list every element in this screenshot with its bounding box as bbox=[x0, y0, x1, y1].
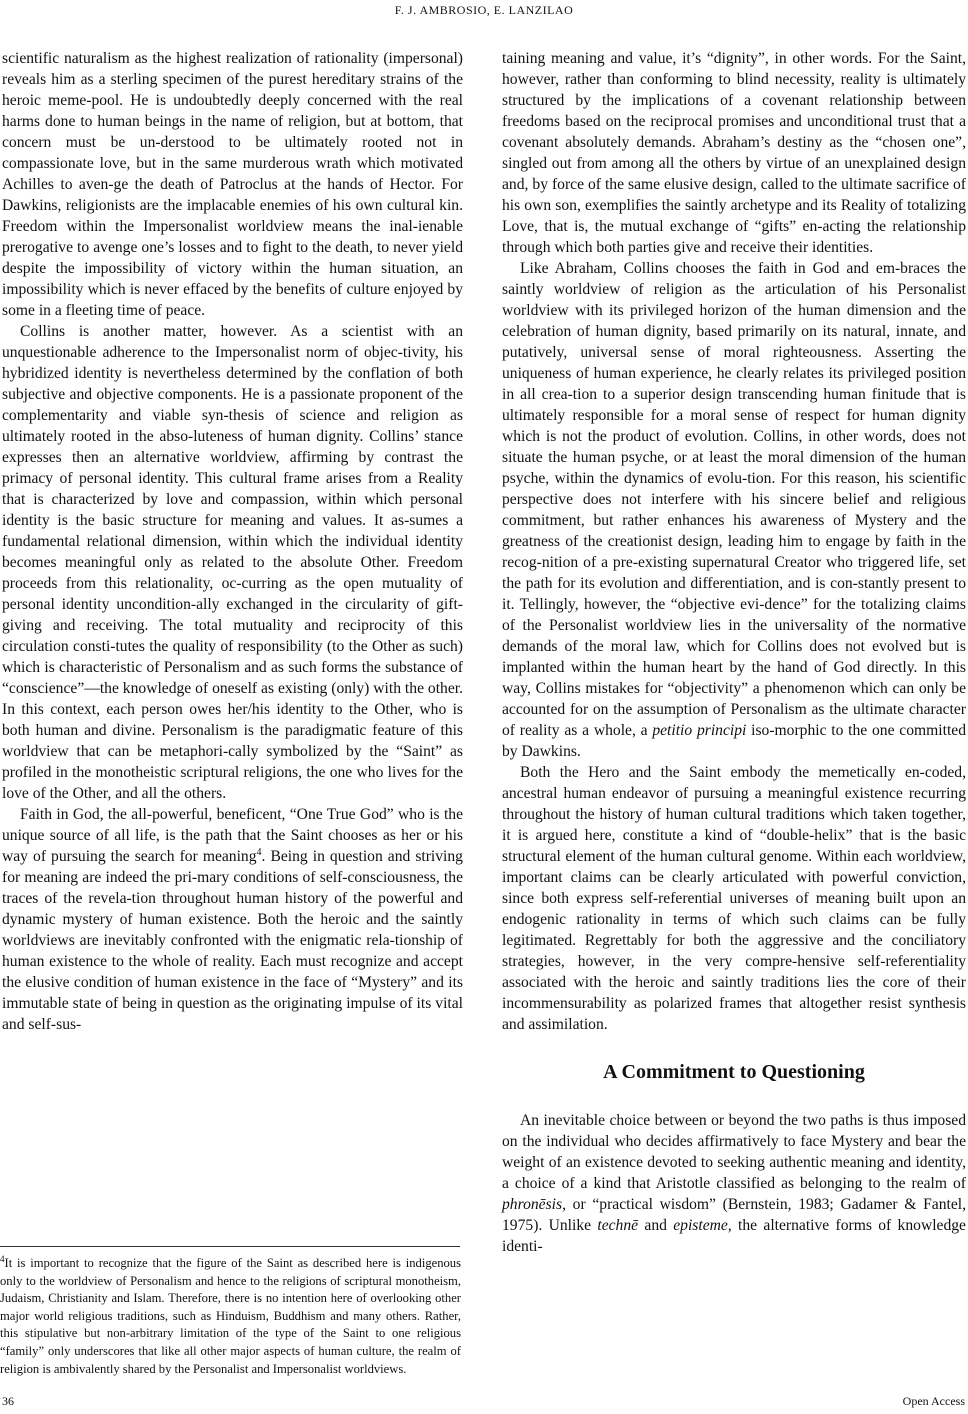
paragraph: Both the Hero and the Saint embody the memetically en-coded, ancestral human endeavor of pursuing a meaningful existence recurring throughout the history of human cultural traditions which taken together, it is argued here, constitute a kind of “double-helix” that is the basic structural element of the human cultural genome. Within each worldview, important claims can be clearly articulated with powerful conviction, since both express self-referential universes of meaning built upon an endogenic rationality in terms of which such claims can be fully legitimated. Regrettably for both the aggressive and the conciliatory strategies, however, in the very compre-hensive self-referentiality associated with the heroic and saintly traditions lies the core of their incommensurability as polarized frames that altogether resist synthesis and assimilation. bbox=[502, 764, 966, 1033]
greek-term: phronēsis bbox=[502, 1196, 563, 1213]
greek-term: technē bbox=[597, 1217, 639, 1234]
paragraph-text: Like Abraham, Collins chooses the faith in God and em-braces the saintly worldview of religion as the articulation of his Personalist worldview with its privileged horizon of the human dimension and the celebration of human dignity, based primarily on its natural, innate, and putatively, universal sense of moral righteousness. Asserting the uniqueness of human experience, he clearly relates its privileged position in all crea-tion to a superior design transcending human finitude that is ultimately responsible for a moral sense of respect for human dignity which is not the product of evolution. Collins, in other words, does not situate the human psyche, or at least the moral dimension of the human psyche, within the dynamics of evolu-tion. For this reason, his scientific perspective does not interfere with his sincere belief and religious commitment, but rather enhances his awareness of Mystery and the greatness of the creationist design, leading him to engage by faith in the recog-nition of a pre-existing supernatural Creator who triggered life, set the path for its evolution and differentiation, and is con-stantly present to it. Tellingly, however, the “objective evi-dence” for the totalizing claims of the Personalist worldview lies in the universality of the normative demands of the moral law, which for Collins does not evolved but is implanted within the human heart by the hand of God directly. In this way, Collins mistakes for “objectivity” a phenomenon which can only be accounted for on the assumption of Personalism as the ultimate character of reality as a whole, a bbox=[502, 260, 966, 739]
open-access-label: Open Access bbox=[902, 1394, 965, 1408]
paragraph-text: Faith in God, the all-powerful, beneficent, “One True God” who is the unique source of all life, is the path that the Saint chooses as her or his way of pursuing the search for meaning bbox=[2, 806, 463, 865]
paragraph bbox=[502, 258, 966, 762]
paragraph-text: and bbox=[638, 1217, 674, 1234]
paragraph bbox=[502, 1110, 966, 1257]
paragraph-text: , or “practical wisdom” (Bernstein, 1983; Gadamer & Fantel, 1975). Unlike bbox=[502, 1196, 966, 1234]
section-heading: A Commitment to Questioning bbox=[603, 1061, 865, 1083]
paragraph-text: , the alternative forms of knowledge identi- bbox=[502, 1217, 966, 1255]
footnote-ref[interactable]: 4 bbox=[256, 846, 262, 858]
paragraph: taining meaning and value, it’s “dignity”, in other words. For the Saint, however, rather than conforming to blind necessity, reality is ultimately structured by the implications of a covenant relationship between freedoms based on the reciprocal promises and unconditional trust that a covenant absolutely demands. Abraham’s destiny as the “chosen one”, singled out from among all the others by virtue of an unexplained design and, by force of the same elusive design, called to the ultimate sacrifice of his own son, exemplifies the saintly archetype and its Reality of totalizing Love, that is, the mutual exchange of “gifts” en-acting the relationship through which both parties give and receive their identities. bbox=[502, 50, 966, 256]
footnote-marker: 4 bbox=[0, 1253, 5, 1264]
paragraph: Collins is another matter, however. As a scientist with an unquestionable adherence to the Impersonalist norm of objec-tivity, his hybridized identity is nevertheless determined by the conflation of both subjective and objective components. He is a passionate proponent of the complementarity and viable syn-thesis of science and religion as ultimately rooted in the abso-luteness of human dignity. Collins’ stance expresses then an alternative worldview, affirming by contrast the primacy of personal identity. This cultural frame arises from a Reality that is characterized by love and compassion, within which personal identity is the basic structure for meaning and values. It as-sumes a fundamental relational dimension, within which the individual identity becomes meaningful only as related to the absolute Other. Freedom proceeds from this relationality, oc-curring as the open mutuality of personal identity uncondition-ally exchanged in the circularity of gift-giving and receiving. The total mutuality and reciprocity of this circulation consti-tutes the quality of responsibility (to the Other as such) which is characteristic of Personalism and as such forms the substance of “conscience”—the knowledge of oneself as existing (only) with the other. In this context, each person owes her/his identity to the Other, who is both human and divine. Personalism is the paradigmatic feature of this worldview that can be metaphori-cally symbolized by the “Saint” as profiled in the monotheistic scriptural religions, the one who lives for the love of the Other, and all the others. bbox=[2, 323, 463, 802]
right-column bbox=[502, 48, 966, 1257]
page-number: 36 bbox=[2, 1394, 14, 1408]
left-column bbox=[2, 48, 463, 1035]
running-head: F. J. AMBROSIO, E. LANZILAO bbox=[394, 3, 574, 17]
paragraph bbox=[2, 804, 463, 1035]
footnote-text: It is important to recognize that the figure of the Saint as described here is indigenous only to the worldview of Personalism and hence to the religions of scriptural monotheism, Judaism, Christianity and Islam. Therefore, there is no intention here of overlooking other major world religious traditions, such as Hinduism, Buddhism and many others. Rather, this stipulative but non-arbitrary limitation of the type of the Saint to one religious “family” only underscores that like all other major aspects of human culture, the realm of religion is ambivalently shared by the Personalist and Impersonalist worldviews. bbox=[0, 1256, 461, 1376]
footnote-divider bbox=[0, 1246, 460, 1247]
paragraph-text: An inevitable choice between or beyond the two paths is thus imposed on the individual who decides affirmatively to face Mystery and bear the weight of an existence devoted to seeking authentic meaning and identity, a choice of a kind that Aristotle classified as belonging to the realm of bbox=[502, 1112, 966, 1192]
footnote bbox=[0, 1255, 461, 1378]
paragraph: scientific naturalism as the highest realization of rationality (impersonal) reveals him as a sterling specimen of the purest hereditary strains of the heroic meme-pool. He is undoubtedly deeply concerned with the real harms done to human beings in the name of religion, but at bottom, that concern must be un-derstood to be ultimately rooted not in compassionate love, but in the same murderous wrath which motivated Achilles to aven-ge the death of Patroclus at the hands of Hector. For Dawkins, religionists are the implacable enemies of his own cultural kin. Freedom within the Impersonalist worldview means the inal-ienable prerogative to avenge one’s losses and to fight to the death, to never yield despite the impossibility of victory within the human situation, an impossibility which is never effaced by the benefits of culture enjoyed by some in a fleeting time of peace. bbox=[2, 50, 463, 319]
paragraph-text: . Being in question and striving for meaning are indeed the pri-mary conditions of self-consciousness, the traces of the revela-tion throughout human history of the powerful and dynamic mystery of human existence. Both the heroic and the saintly worldviews are inevitably confronted with the enigmatic rela-tionship of human existence to the whole of reality. Each must recognize and accept the elusive condition of human existence in the face of “Mystery” and its immutable state of being in question as the originating impulse of its vital and self-sus- bbox=[2, 848, 463, 1033]
paragraph-text: iso-morphic to the one committed by Dawkins. bbox=[502, 722, 966, 760]
greek-term: episteme bbox=[673, 1217, 728, 1234]
latin-phrase: petitio principi bbox=[652, 722, 747, 739]
